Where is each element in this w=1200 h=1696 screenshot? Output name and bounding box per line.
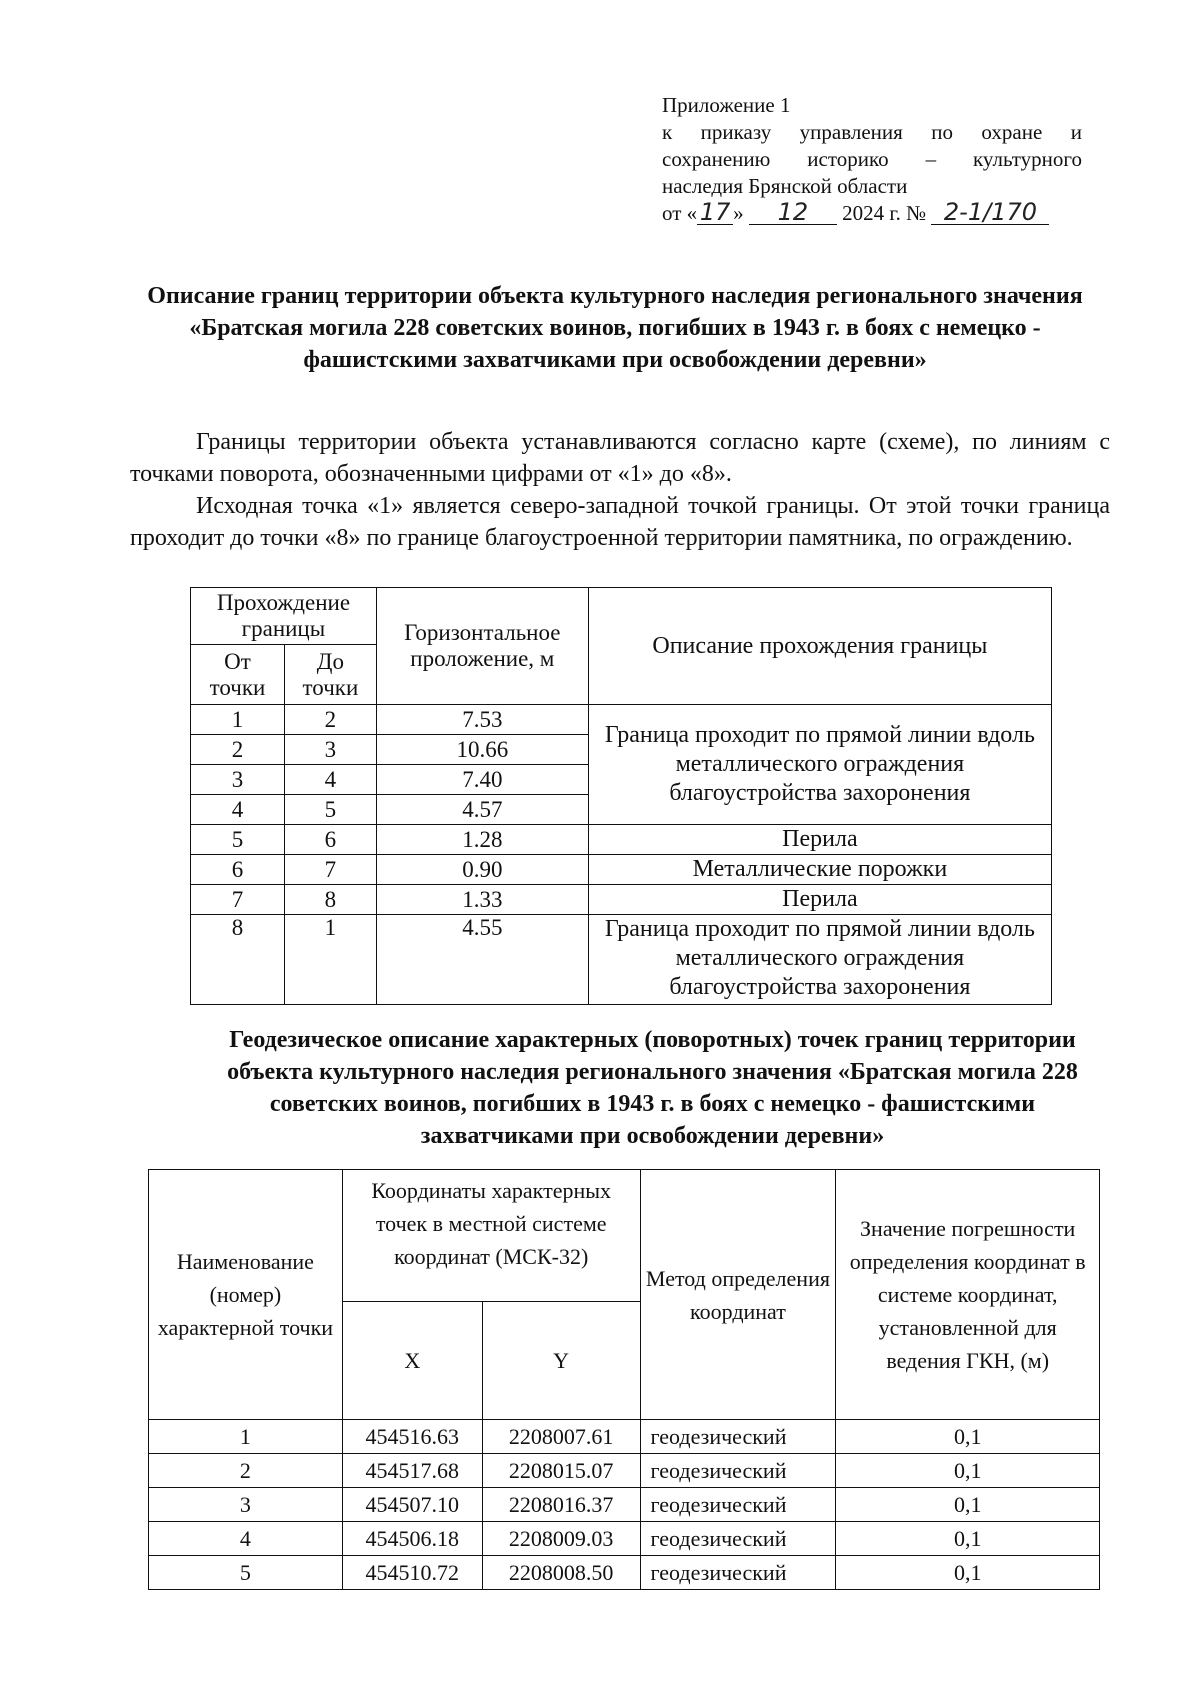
cell-to: 6 (284, 825, 376, 855)
cell-point: 4 (149, 1522, 343, 1556)
cell-to: 2 (284, 705, 376, 735)
table-row (191, 825, 1052, 855)
table-row (191, 855, 1052, 885)
cell-from: 4 (191, 795, 285, 825)
cell-length: 10.66 (376, 735, 588, 765)
cell-x: 454510.72 (342, 1556, 482, 1590)
coordinates-table (148, 1169, 1100, 1590)
header-coords: Координаты характерных точек в местной системе координат (МСК-32) (342, 1170, 640, 1302)
date-prefix: от « (662, 201, 698, 225)
cell-x: 454506.18 (342, 1522, 482, 1556)
cell-length: 4.57 (376, 795, 588, 825)
paragraph-2 (130, 490, 1110, 554)
header-y: Y (482, 1302, 640, 1420)
cell-method: геодезический (640, 1522, 836, 1556)
cell-length: 1.33 (376, 885, 588, 915)
section2-title: Геодезическое описание характерных (поворотных) точек границ территории объекта культурного наследия регионального значения «Братская могила 228 советских воинов, погибших в 1943 г. в боях с немецко - фашистскими захватчиками при освобождении деревни» (227, 1027, 1078, 1149)
header-horizontal: Горизонтальное проложение, м (376, 588, 588, 705)
header-passage: Прохождение границы (191, 588, 377, 645)
cell-to: 4 (284, 765, 376, 795)
paragraph-1 (130, 426, 1110, 490)
cell-y: 2208007.61 (482, 1420, 640, 1454)
cell-from: 7 (191, 885, 285, 915)
cell-error: 0,1 (836, 1556, 1100, 1590)
cell-from: 6 (191, 855, 285, 885)
cell-x: 454517.68 (342, 1454, 482, 1488)
appendix-header (662, 92, 1082, 227)
table-row (149, 1556, 1100, 1590)
cell-method: геодезический (640, 1420, 836, 1454)
cell-from: 5 (191, 825, 285, 855)
cell-method: геодезический (640, 1454, 836, 1488)
table-row (149, 1488, 1100, 1522)
appendix-date-line (662, 200, 1082, 227)
cell-x: 454516.63 (342, 1420, 482, 1454)
cell-from: 2 (191, 735, 285, 765)
cell-x: 454507.10 (342, 1488, 482, 1522)
cell-length: 4.55 (376, 915, 588, 1005)
cell-from: 3 (191, 765, 285, 795)
cell-error: 0,1 (836, 1522, 1100, 1556)
table-row (149, 1522, 1100, 1556)
cell-error: 0,1 (836, 1454, 1100, 1488)
desc-railing-5-6: Перила (588, 825, 1051, 855)
cell-length: 7.53 (376, 705, 588, 735)
cell-point: 1 (149, 1420, 343, 1454)
cell-method: геодезический (640, 1556, 836, 1590)
appendix-line-1: к приказу управления по охране и (662, 120, 1082, 144)
cell-to: 1 (284, 915, 376, 1005)
cell-length: 1.28 (376, 825, 588, 855)
cell-y: 2208015.07 (482, 1454, 640, 1488)
table-row (149, 1454, 1100, 1488)
header-point-name: Наименование (номер) характерной точки (149, 1170, 343, 1420)
table-row (191, 885, 1052, 915)
boundary-table (190, 587, 1052, 1005)
header-error: Значение погрешности определения координат в системе координат, установленной для ведения ГКН, (м) (836, 1170, 1100, 1420)
header-description: Описание прохождения границы (588, 588, 1051, 705)
cell-point: 3 (149, 1488, 343, 1522)
header-method: Метод определения координат (640, 1170, 836, 1420)
cell-y: 2208009.03 (482, 1522, 640, 1556)
date-month: 12 (749, 200, 837, 225)
header-from: От точки (191, 645, 285, 705)
order-number: 2-1/170 (931, 200, 1049, 225)
cell-point: 2 (149, 1454, 343, 1488)
cell-to: 7 (284, 855, 376, 885)
cell-method: геодезический (640, 1488, 836, 1522)
cell-y: 2208016.37 (482, 1488, 640, 1522)
cell-error: 0,1 (836, 1420, 1100, 1454)
section1-title: Описание границ территории объекта культурного наследия регионального значения «Братская могила 228 советских воинов, погибших в 1943 г. в боях с немецко - фашистскими захватчиками при освобождении деревни» (147, 283, 1083, 373)
cell-from: 8 (191, 915, 285, 1005)
cell-length: 7.40 (376, 765, 588, 795)
paragraph-2-text: Исходная точка «1» является северо-западной точкой границы. От этой точки граница проходит до точки «8» по границе благоустроенной территории памятника, по ограждению. (130, 493, 1110, 551)
header-x: X (342, 1302, 482, 1420)
table-row (191, 705, 1052, 735)
cell-to: 8 (284, 885, 376, 915)
header-to: До точки (284, 645, 376, 705)
paragraph-1-text: Границы территории объекта устанавливаются согласно карте (схеме), по линиям с точками поворота, обозначенными цифрами от «1» до «8». (130, 429, 1110, 487)
desc-railing-7-8: Перила (588, 885, 1051, 915)
cell-from: 1 (191, 705, 285, 735)
table-row (149, 1420, 1100, 1454)
appendix-title: Приложение 1 (662, 93, 791, 117)
desc-fence-1-5: Граница проходит по прямой линии вдоль металлического ограждения благоустройства захоронения (588, 705, 1051, 825)
appendix-line-2: сохранению историко – культурного (662, 147, 1082, 171)
date-day: 17 (697, 200, 733, 225)
cell-y: 2208008.50 (482, 1556, 640, 1590)
date-year: 2024 г. № (842, 201, 927, 225)
cell-error: 0,1 (836, 1488, 1100, 1522)
cell-to: 5 (284, 795, 376, 825)
table-row (191, 915, 1052, 1005)
cell-to: 3 (284, 735, 376, 765)
date-mid: » (733, 201, 744, 225)
appendix-line-3: наследия Брянской области (662, 174, 908, 198)
cell-point: 5 (149, 1556, 343, 1590)
cell-length: 0.90 (376, 855, 588, 885)
desc-sills-6-7: Металлические порожки (588, 855, 1051, 885)
desc-fence-8-1: Граница проходит по прямой линии вдоль металлического ограждения благоустройства захоронения (588, 915, 1051, 1005)
